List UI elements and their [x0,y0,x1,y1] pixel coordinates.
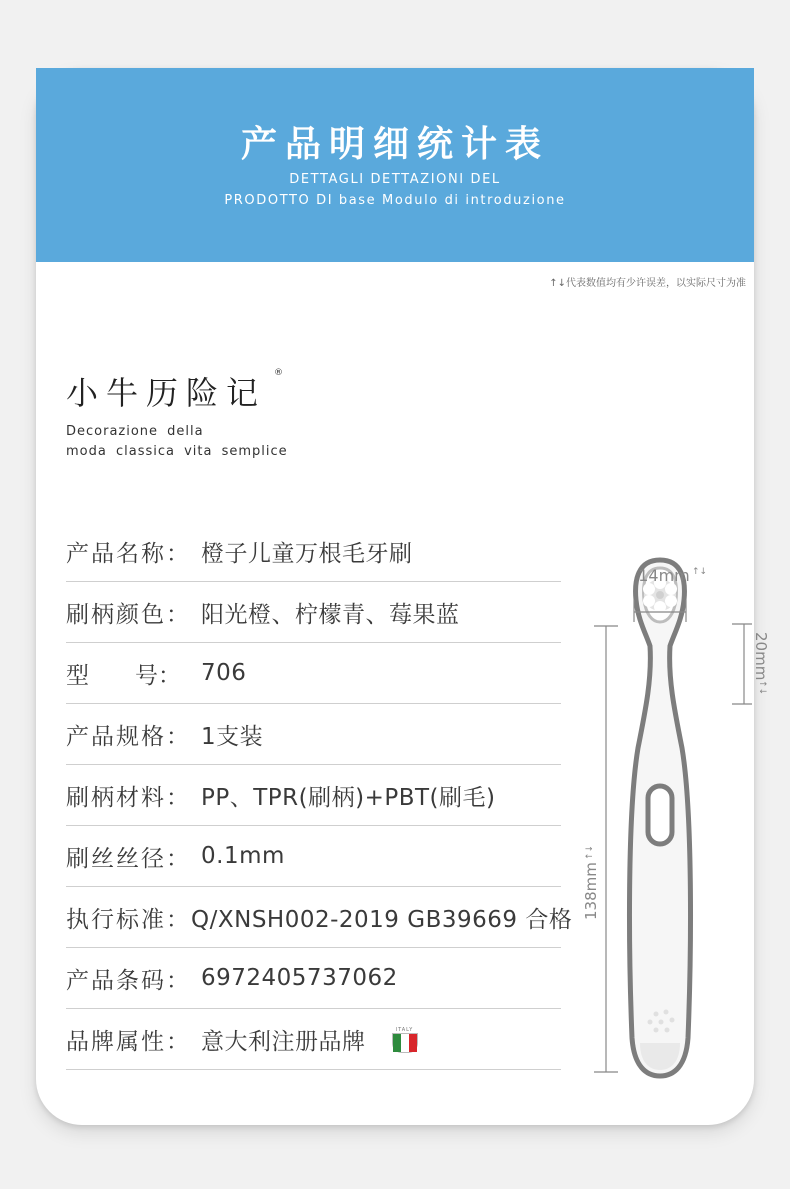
header-subtitle-line2: PRODOTTO DI base Modulo di introduzione [224,193,566,208]
spec-row-product-name [66,521,561,582]
head-arrows: ↑↓ [757,680,767,696]
flag-stripe-red [409,1034,417,1052]
spec-row-package [66,704,561,765]
flag-stripe-white [401,1034,409,1052]
toothbrush-diagram [576,488,770,1088]
brand-name: 小牛历险记 [66,374,267,412]
spec-label: 品牌属性： [66,1028,191,1055]
spec-row-bristle-diameter [66,826,561,887]
spec-row-material [66,765,561,826]
brand-tagline-line1: Decorazione della [66,424,204,439]
spec-label: 刷柄材料： [66,784,191,811]
head-dimension [732,624,770,704]
spec-row-model [66,643,561,704]
spec-row-standard [66,887,573,948]
header-subtitle-line1: DETTAGLI DETTAZIONI DEL [289,172,501,187]
tolerance-note: ↑↓代表数值均有少许误差，以实际尺寸为准 [549,278,746,289]
spec-value: 橙子儿童万根毛牙刷 [201,540,413,567]
flag-word: ITALY [395,1027,414,1033]
spec-value: 6972405737062 [201,965,398,991]
italy-flag-icon [392,1027,418,1053]
spec-value: 1支装 [201,723,264,750]
width-label: 14mm [638,566,690,585]
spec-value: PP、TPR(刷柄)+PBT(刷毛) [201,784,496,811]
spec-value: Q/XNSH002-2019 GB39669 合格 [191,906,573,933]
head-label: 20mm [752,632,770,681]
spec-row-handle-color [66,582,561,643]
spec-row-barcode [66,948,561,1009]
spec-value: 706 [201,660,247,686]
spec-label: 刷柄颜色： [66,601,191,628]
spec-value: 意大利注册品牌 [201,1028,366,1055]
flag-shield [392,1033,418,1053]
header-banner [36,68,754,262]
length-arrows: ↑↓ [585,844,595,860]
spec-card [36,68,770,1125]
spec-label: 型 号： [66,662,181,689]
spec-table [66,521,573,1070]
brand-tagline-line2: moda classica vita semplice [66,444,288,459]
width-arrows: ↑↓ [692,567,708,577]
spec-value: 阳光橙、柠檬青、莓果蓝 [201,601,460,628]
flag-stripe-green [393,1034,401,1052]
spec-label: 产品名称： [66,540,191,567]
spec-row-brand [66,1009,561,1070]
spec-value: 0.1mm [201,843,285,869]
spec-label: 产品条码： [66,967,191,994]
page-title: 产品明细统计表 [240,124,549,165]
spec-label: 执行标准： [66,906,191,933]
toothbrush-illustration [630,560,691,1076]
spec-label: 刷丝丝径： [66,845,191,872]
spec-label: 产品规格： [66,723,191,750]
length-dimension [582,626,618,1072]
length-label: 138mm [582,862,600,920]
registered-mark: ® [274,368,283,378]
